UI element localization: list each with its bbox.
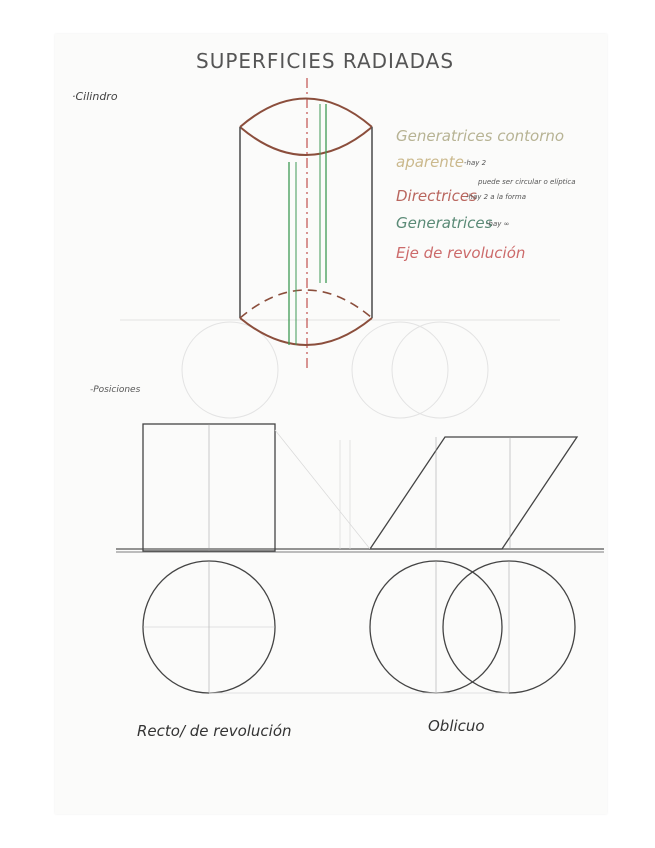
- oblique-cylinder-elevation: [370, 437, 577, 549]
- section-label-cylinder: ·Cilindro: [72, 90, 118, 103]
- top-directrix-front: [240, 127, 372, 155]
- bottom-directrix-front: [240, 318, 372, 345]
- caption-right-cylinder: Recto/ de revolución: [137, 722, 292, 740]
- top-directrix-back: [240, 99, 372, 128]
- legend: [396, 127, 576, 262]
- caption-oblique-cylinder: Oblicuo: [428, 717, 485, 735]
- section-label-positions: -Posiciones: [90, 385, 141, 395]
- right-cylinder-elevation: [143, 424, 275, 551]
- faint-backside-marks: [120, 320, 560, 418]
- legend-directrices-note-top: puede ser circular o elíptica: [478, 178, 576, 186]
- legend-generatrices-note: -hay ∞: [486, 220, 510, 228]
- bottom-directrix-back: [240, 290, 372, 318]
- legend-apparent-note: -hay 2: [464, 159, 487, 167]
- legend-directrices: Directrices: [396, 187, 477, 205]
- right-cylinder-plan: [143, 561, 275, 693]
- legend-directrices-note: -hay 2 a la forma: [466, 193, 527, 201]
- legend-axis: Eje de revolución: [396, 244, 526, 262]
- construction-lines: [209, 430, 509, 693]
- legend-apparent: aparente: [396, 153, 464, 171]
- legend-contour-generatrices: Generatrices contorno: [396, 127, 565, 145]
- page-title: SUPERFICIES RADIADAS: [196, 49, 455, 73]
- legend-generatrices: Generatrices: [396, 214, 493, 232]
- oblique-cylinder-plan: [370, 561, 575, 693]
- cylinder-illustration: [240, 78, 372, 370]
